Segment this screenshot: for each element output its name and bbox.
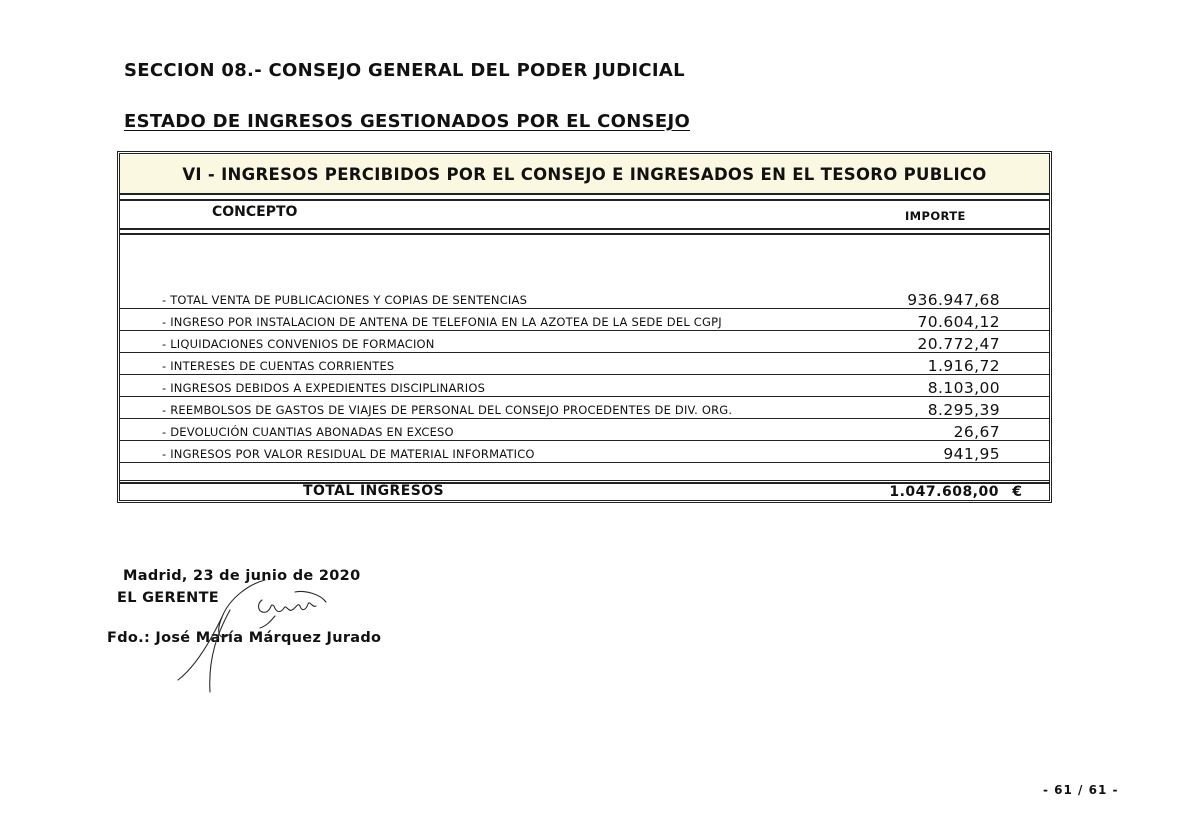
row-concept: - LIQUIDACIONES CONVENIOS DE FORMACION	[162, 337, 435, 351]
row-amount: 20.772,47	[917, 335, 1000, 353]
header-amount: IMPORTE	[905, 209, 966, 223]
row-amount: 8.295,39	[927, 401, 1000, 419]
table-title: VI - INGRESOS PERCIBIDOS POR EL CONSEJO E INGRESADOS EN EL TESORO PUBLICO	[120, 155, 1049, 195]
signer-name: Fdo.: José María Márquez Jurado	[107, 630, 382, 646]
place-date: Madrid, 23 de junio de 2020	[123, 568, 361, 584]
table-row	[120, 331, 1049, 353]
table-row	[120, 397, 1049, 419]
page-number: - 61 / 61 -	[1043, 783, 1119, 797]
row-concept: - INGRESOS POR VALOR RESIDUAL DE MATERIAL INFORMATICO	[162, 447, 535, 461]
currency-symbol: €	[1012, 484, 1022, 500]
section-title: SECCION 08.- CONSEJO GENERAL DEL PODER JUDICIAL	[124, 60, 685, 81]
state-title: ESTADO DE INGRESOS GESTIONADOS POR EL CONSEJO	[124, 111, 691, 132]
row-amount: 26,67	[953, 423, 1000, 441]
header-concept: CONCEPTO	[212, 204, 298, 220]
table-body-divider	[120, 233, 1049, 235]
table-header	[120, 199, 1049, 230]
row-concept: - INGRESOS DEBIDOS A EXPEDIENTES DISCIPLINARIOS	[162, 381, 486, 395]
row-concept: - DEVOLUCIÓN CUANTIAS ABONADAS EN EXCESO	[162, 425, 454, 439]
row-amount: 936.947,68	[907, 291, 1000, 309]
row-concept: - INTERESES DE CUENTAS CORRIENTES	[162, 359, 395, 373]
row-amount: 1.916,72	[927, 357, 1000, 375]
table-row	[120, 375, 1049, 397]
table-row	[120, 353, 1049, 375]
row-concept: - TOTAL VENTA DE PUBLICACIONES Y COPIAS DE SENTENCIAS	[162, 293, 528, 307]
total-value: 1.047.608,00	[889, 484, 999, 500]
row-amount: 8.103,00	[927, 379, 1000, 397]
table-row	[120, 419, 1049, 441]
row-amount: 70.604,12	[917, 313, 1000, 331]
row-concept: - REEMBOLSOS DE GASTOS DE VIAJES DE PERSONAL DEL CONSEJO PROCEDENTES DE DIV. ORG.	[162, 403, 733, 417]
table-row	[120, 287, 1049, 309]
income-rows	[120, 287, 1049, 484]
handwritten-signature	[170, 572, 340, 697]
signer-role: EL GERENTE	[117, 590, 220, 606]
table-row	[120, 441, 1049, 463]
row-amount: 941,95	[943, 445, 1000, 463]
table-row	[120, 309, 1049, 331]
row-concept: - INGRESO POR INSTALACION DE ANTENA DE TELEFONIA EN LA AZOTEA DE LA SEDE DEL CGPJ	[162, 315, 722, 329]
total-row	[120, 480, 1049, 501]
total-label: TOTAL INGRESOS	[303, 483, 444, 499]
